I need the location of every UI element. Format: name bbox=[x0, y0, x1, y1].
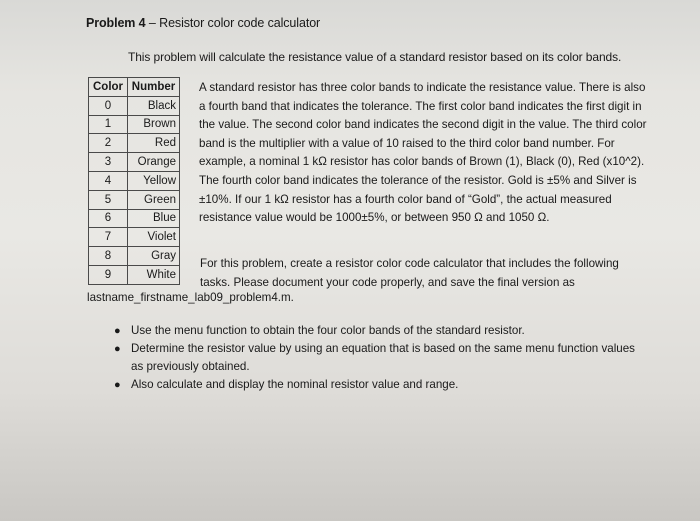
color-number-cell: 5 bbox=[89, 190, 128, 209]
list-item bbox=[98, 340, 638, 376]
color-name-cell: Red bbox=[128, 134, 180, 153]
table-row bbox=[89, 96, 180, 115]
color-number-cell: 7 bbox=[89, 228, 128, 247]
color-number-cell: 6 bbox=[89, 209, 128, 228]
table-header-row bbox=[89, 78, 180, 97]
bullet-icon: ● bbox=[114, 343, 121, 355]
task-paragraph: For this problem, create a resistor color code calculator that includes the following tasks. Please document your code properly, and save the final version as bbox=[200, 257, 619, 289]
color-name-cell: Gray bbox=[128, 247, 180, 266]
table-row bbox=[89, 209, 180, 228]
table-row bbox=[89, 228, 180, 247]
color-name-cell: Blue bbox=[128, 209, 180, 228]
problem-title bbox=[86, 16, 320, 30]
color-number-cell: 2 bbox=[89, 134, 128, 153]
table-row bbox=[89, 247, 180, 266]
table-row bbox=[89, 265, 180, 284]
bullet-icon: ● bbox=[114, 379, 121, 391]
problem-title-text: – Resistor color code calculator bbox=[145, 16, 321, 30]
filename-text: lastname_firstname_lab09_problem4.m. bbox=[87, 291, 294, 304]
color-name-cell: Violet bbox=[128, 228, 180, 247]
color-number-cell: 4 bbox=[89, 171, 128, 190]
task-list bbox=[98, 322, 638, 394]
color-name-cell: Green bbox=[128, 190, 180, 209]
list-item-text: Use the menu function to obtain the four color bands of the standard resistor. bbox=[131, 324, 525, 337]
color-name-cell: White bbox=[128, 265, 180, 284]
list-item-text: Determine the resistor value by using an equation that is based on the same menu function values as previously obtained. bbox=[131, 342, 635, 373]
intro-text: This problem will calculate the resistance value of a standard resistor based on its color bands. bbox=[128, 50, 622, 64]
table-row bbox=[89, 153, 180, 172]
description-paragraph: A standard resistor has three color bands to indicate the resistance value. There is also a fourth band that indicates the tolerance. The first color band indicates the first digit in the value. The second color band indicates the second digit in the value. The third color band is the multiplier with a value of 10 raised to the third color band number. For example, a nominal 1 kΩ resistor has color bands of Brown (1), Black (0), Red (x10^2). The fourth color band indicates the tolerance of the resistor. Gold is ±5% and Silver is ±10%. If our 1 kΩ resistor has a fourth color band of “Gold”, the actual measured resistance value would be 1000±5%, or between 950 Ω and 1050 Ω. bbox=[199, 81, 647, 225]
color-number-cell: 0 bbox=[89, 96, 128, 115]
list-item bbox=[98, 376, 638, 394]
column-header-number: Number bbox=[128, 78, 180, 97]
table-row bbox=[89, 134, 180, 153]
list-item-text: Also calculate and display the nominal resistor value and range. bbox=[131, 378, 459, 391]
bullet-icon: ● bbox=[114, 325, 121, 337]
color-name-cell: Orange bbox=[128, 153, 180, 172]
color-number-cell: 1 bbox=[89, 115, 128, 134]
problem-title-number: Problem 4 bbox=[86, 16, 146, 30]
table-row bbox=[89, 171, 180, 190]
table-row bbox=[89, 115, 180, 134]
color-name-cell: Yellow bbox=[128, 171, 180, 190]
list-item bbox=[98, 322, 638, 340]
color-code-table bbox=[88, 77, 180, 285]
color-number-cell: 8 bbox=[89, 247, 128, 266]
color-name-cell: Brown bbox=[128, 115, 180, 134]
color-number-cell: 9 bbox=[89, 265, 128, 284]
color-name-cell: Black bbox=[128, 96, 180, 115]
column-header-color: Color bbox=[89, 78, 128, 97]
color-number-cell: 3 bbox=[89, 153, 128, 172]
table-row bbox=[89, 190, 180, 209]
